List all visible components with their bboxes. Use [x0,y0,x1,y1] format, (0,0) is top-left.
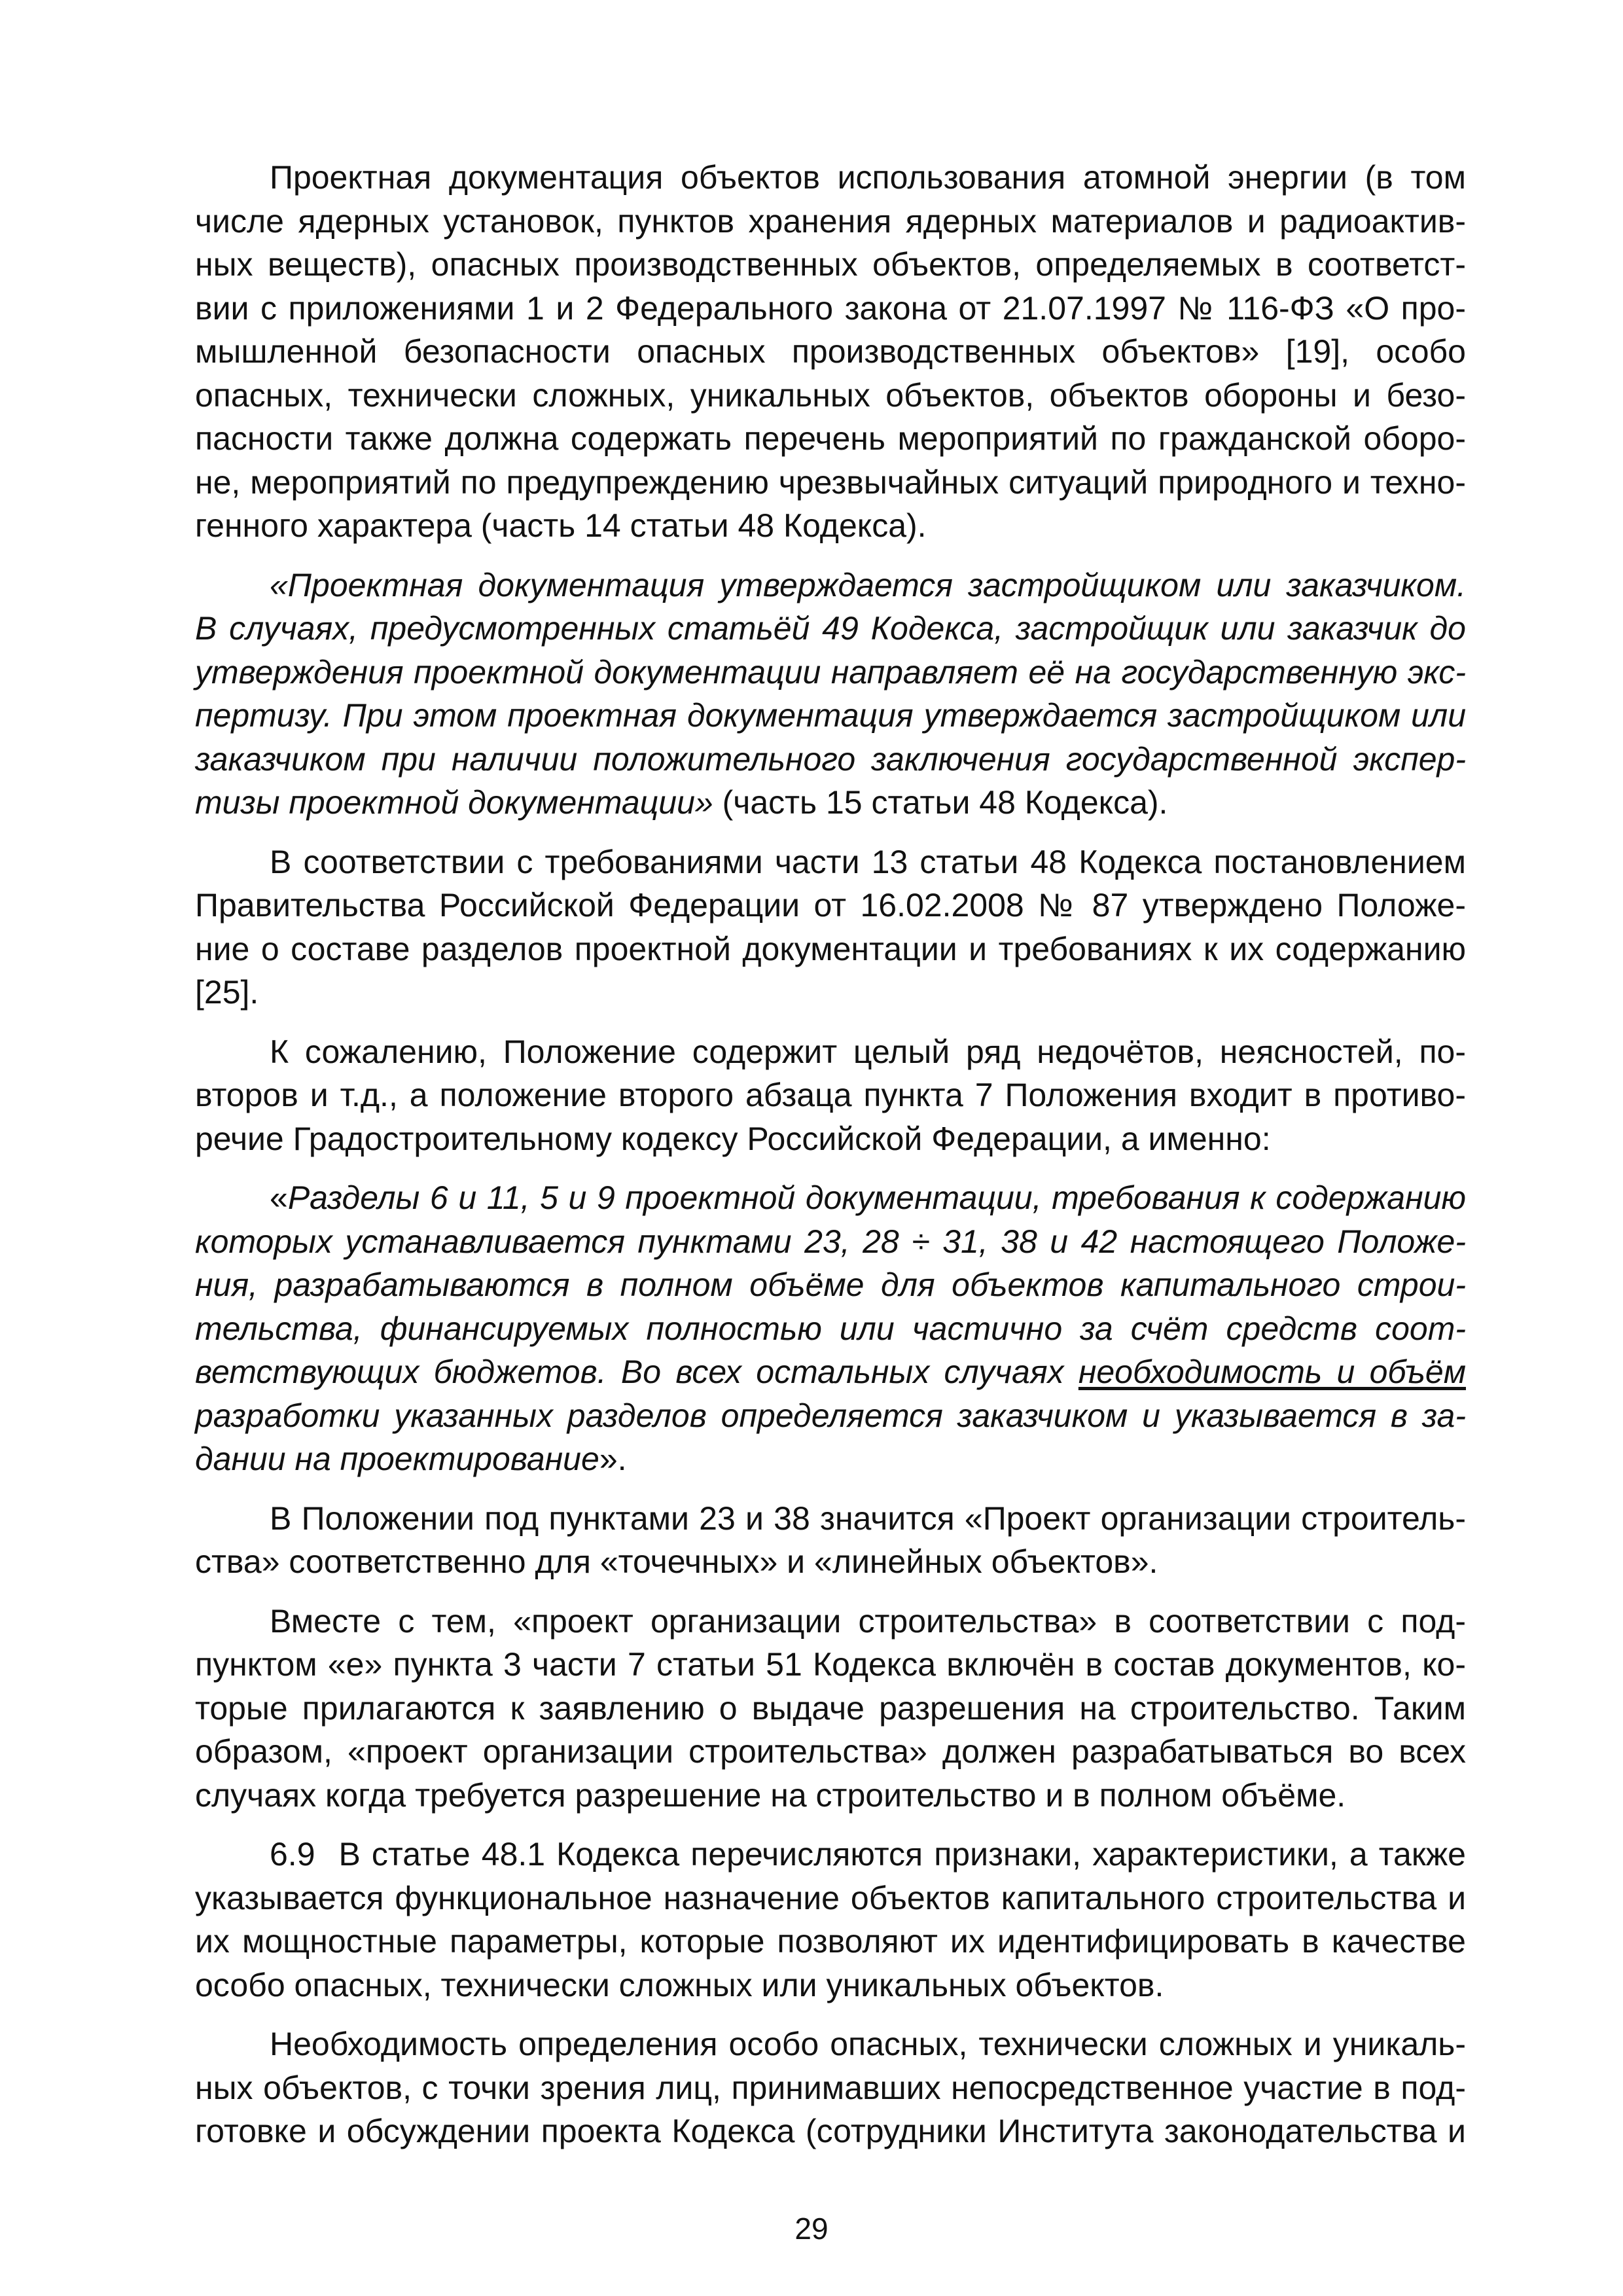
text-line: Проектная документация объектов использования атомной энергии (в том [270,159,1466,196]
text-line: готовке и обсуждении проекта Кодекса (сотрудники Института законодательства и [195,2113,1466,2149]
text-line [195,1437,1466,1481]
text-line: пунктом «е» пункта 3 части 7 статьи 51 Кодекса включён в состав документов, ко- [195,1646,1466,1683]
paragraph-4 [195,1030,1466,1161]
section-text: В статье 48.1 Кодекса перечисляются признаки, характеристики, а также [338,1836,1466,1873]
text-line: числе ядерных установок, пунктов хранения ядерных материалов и радиоактив- [195,202,1466,240]
close-quote: ». [599,1441,627,1477]
text-line: В случаях, предусмотренных статьёй 49 Кодекса, застройщик или заказчик до [195,610,1466,647]
paragraph-3 [195,840,1466,1014]
reference-text: (часть 15 статьи 48 Кодекса). [713,784,1168,821]
text-line: которых устанавливается пунктами 23, 28 ÷ 31, 38 и 42 настоящего Положе- [195,1223,1466,1260]
text-line: ства» соответственно для «точечных» и «линейных объектов». [195,1543,1158,1580]
quote-text: Разделы 6 и 11, 5 и 9 проектной документации, требования к содержанию [287,1179,1466,1216]
text-line: тельства, финансируемых полностью или частично за счёт средств соот- [195,1310,1466,1347]
quote-tail: тизы проектной документации» [195,784,713,821]
paragraph-5-quote [195,1176,1466,1481]
text-line: генного характера (часть 14 статьи 48 Кодекса). [195,507,927,544]
text-line: ния, разрабатываются в полном объёме для объектов капитального строи- [195,1266,1466,1303]
text-line: К сожалению, Положение содержит целый ряд недочётов, неясностей, по- [270,1033,1466,1070]
document-page [195,156,1466,2169]
text-line: утверждения проектной документации направляет её на государственную экс- [195,653,1466,691]
section-number: 6.9 [270,1836,315,1873]
text-line [195,1833,1466,1876]
paragraph-2-quote [195,564,1466,825]
text-line: В Положении под пунктами 23 и 38 значится «Проект организации строитель- [270,1499,1466,1537]
text-line: особо опасных, технически сложных или уникальных объектов. [195,1966,1164,2003]
quote-text: ветствующих бюджетов. Во всех остальных случаях [195,1354,1079,1390]
text-line: Вместе с тем, «проект организации строительства» в соответствии с под- [270,1602,1466,1640]
text-line: заказчиком при наличии положительного заключения государственной экспер- [195,740,1466,778]
paragraph-9 [195,2022,1466,2153]
text-line: указывается функциональное назначение объектов капитального строительства и [195,1879,1466,1916]
text-line: ных объектов, с точки зрения лиц, принимавших непосредственное участие в под- [195,2069,1466,2106]
text-line: пертизу. При этом проектная документация утверждается застройщиком или [195,697,1466,734]
text-line [195,781,1466,825]
text-line: образом, «проект организации строительства» должен разрабатываться во всех [195,1733,1466,1770]
text-line: второв и т.д., а положение второго абзаца пункта 7 Положения входит в противо- [195,1077,1466,1113]
open-quote: « [270,1179,288,1216]
page-number: 29 [794,2212,829,2246]
paragraph-6 [195,1497,1466,1584]
text-line: не, мероприятий по предупреждению чрезвычайных ситуаций природного и техно- [195,463,1466,501]
text-line: «Проектная документация утверждается застройщиком или заказчиком. [270,566,1466,603]
paragraph-8-section [195,1833,1466,2007]
text-line: торые прилагаются к заявлению о выдаче разрешения на строительство. Таким [195,1689,1466,1727]
text-line: речие Градостроительному кодексу Российской Федерации, а именно: [195,1120,1271,1157]
text-line: случаях когда требуется разрешение на строительство и в полном объёме. [195,1776,1346,1814]
text-line: ние о составе разделов проектной документации и требованиях к их содержанию [195,930,1466,967]
paragraph-7 [195,1600,1466,1818]
text-line: их мощностные параметры, которые позволяют их идентифицировать в качестве [195,1923,1466,1960]
text-line: Правительства Российской Федерации от 16.02.2008 № 87 утверждено Положе- [195,887,1466,924]
text-line [195,1176,1466,1220]
text-line: опасных, технически сложных, уникальных объектов, объектов обороны и безо- [195,376,1466,414]
underlined-text: необходимость и объём [1078,1354,1466,1390]
text-line: вии с приложениями 1 и 2 Федерального закона от 21.07.1997 № 116-ФЗ «О про- [195,289,1466,327]
text-line [195,1350,1466,1394]
text-line: Необходимость определения особо опасных, технически сложных и уникаль- [270,2026,1466,2062]
text-line: пасности также должна содержать перечень мероприятий по гражданской оборо- [195,420,1466,457]
text-line: мышленной безопасности опасных производственных объектов» [19], особо [195,333,1466,370]
quote-text: дании на проектирование [195,1441,599,1477]
text-line: В соответствии с требованиями части 13 статьи 48 Кодекса постановлением [270,843,1466,880]
text-line: [25]. [195,974,259,1011]
text-line: ных веществ), опасных производственных объектов, определяемых в соответст- [195,246,1466,283]
paragraph-1 [195,156,1466,548]
text-line: разработки указанных разделов определяется заказчиком и указывается в за- [195,1397,1466,1434]
